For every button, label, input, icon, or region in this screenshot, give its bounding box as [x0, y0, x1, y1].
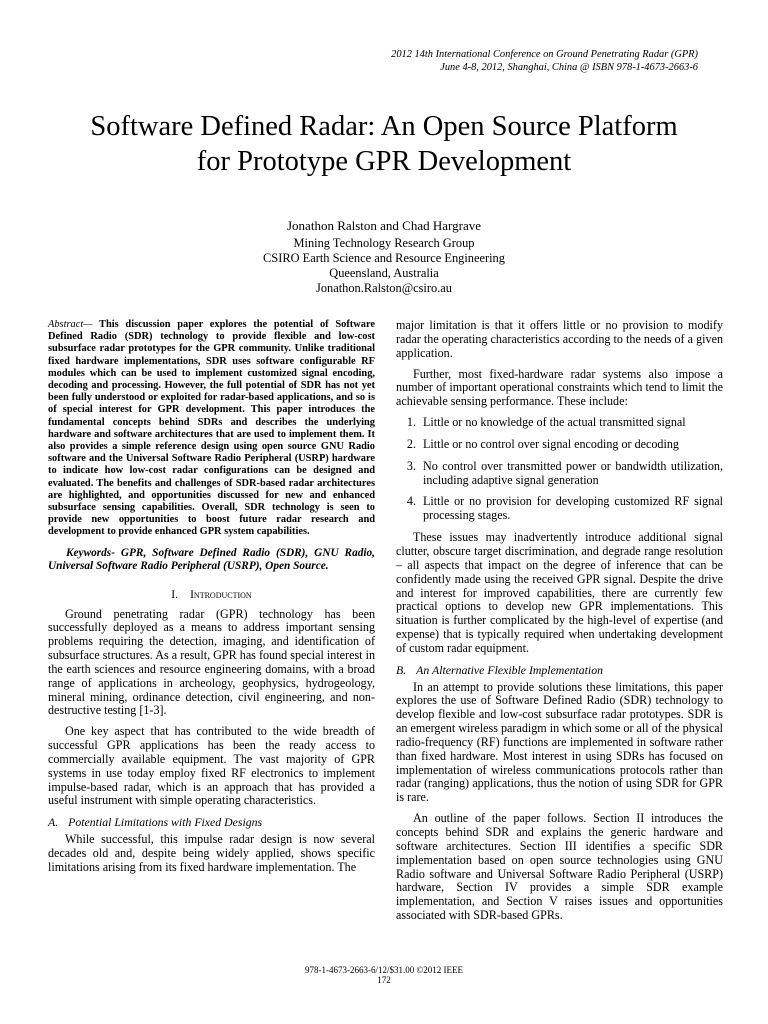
page-number: 172 [377, 975, 391, 985]
subsection-heading-b [396, 664, 723, 678]
right-column [396, 319, 723, 930]
affiliation-organization: CSIRO Earth Science and Resource Engineering [263, 251, 505, 265]
issues-paragraph: These issues may inadvertently introduce additional signal clutter, obscure target discrimination, and degrade range resolution – all aspects that impact on the degree of inference that can be confidently made using the received GPR signal. Despite the drive and interest for improved capabilities, there are currently few practical options to develop new GPR implementations. This situation is further complicated by the high-level of expertise (and expense) that is typically required when undertaking development of custom radar equipment. [396, 530, 723, 655]
author-names: Jonathon Ralston and Chad Hargrave [287, 218, 481, 233]
section-title: Introduction [190, 587, 252, 601]
list-item-number: 2. [406, 436, 416, 451]
subsection-label: B. [396, 662, 407, 677]
subsection-a-paragraph-1: While successful, this impulse radar design is now several decades old and, despite being widely applied, shows specific limitations arising from its fixed hardware implementation. The [48, 832, 375, 874]
left-column [48, 319, 375, 882]
subsection-heading-a [48, 816, 375, 830]
abstract-text: This discussion paper explores the potential of Software Defined Radio (SDR) technology to provide flexible and low-cost subsurface radar prototypes for the GPR community. Unlike traditional fixed hardware implementations, SDR uses software configurable RF modules which can be used to implement customized signal encoding, decoding and processing. However, the full potential of SDR has not yet been fully understood or exploited for radar-based applications, and so is of special interest for GPR development. This paper introduces the fundamental concepts behind SDRs and describes the underlying hardware and software architectures that are used to implement them. It also provides a simple reference design using open source GNU Radio software and the Universal Software Radio Peripheral (USRP) hardware to indicate how low-cost radar configurations can be designed and evaluated. The benefits and challenges of SDR-based radar architectures are highlighted, and opportunities discussed for new and enhanced subsurface sensing capabilities. Overall, SDR technology is seen to provide new opportunities to boost future radar research and development to provide enhanced GPR system capabilities. [48, 319, 375, 538]
continued-paragraph: major limitation is that it offers little or no provision to modify radar the operating characteristics according to the needs of a given application. [396, 318, 723, 360]
constraints-paragraph: Further, most fixed-hardware radar systems also impose a number of important operational constraints which tend to limit the achievable sensing performance. These include: [396, 366, 723, 409]
list-item-text: Little or no provision for developing customized RF signal processing stages. [423, 494, 723, 523]
subsection-title: Potential Limitations with Fixed Designs [68, 815, 263, 830]
copyright-notice: 978-1-4673-2663-6/12/$31.00 ©2012 IEEE [304, 965, 464, 975]
section-number: I. [171, 587, 179, 601]
list-item-number: 3. [406, 458, 416, 473]
conference-header [391, 48, 698, 74]
intro-paragraph-1: Ground penetrating radar (GPR) technology has been successfully deployed as a means to address important sensing problems requiring the detection, imaging, and identification of subsurface structures. As a result, GPR has found special interest in the earth sciences and resource engineering domains, with a broad range of applications in archeology, geophysics, hydrogeology, mineral mining, ordinance detection, civil engineering, and non-destructive testing [1-3]. [48, 606, 375, 718]
list-item [396, 495, 723, 523]
title-line-1: Software Defined Radar: An Open Source Platform [90, 111, 678, 142]
intro-paragraph-2: One key aspect that has contributed to the wide breadth of successful GPR applications has been the ready access to commercially available equipment. The vast majority of GPR systems in use today employ fixed RF electronics to implement impulse-based radar, which is an approach that has provided a useful instrument with simple operating characteristics. [48, 724, 375, 808]
abstract [48, 319, 375, 539]
list-item-text: Little or no control over signal encoding or decoding [423, 436, 679, 451]
affiliation-group: Mining Technology Research Group [293, 236, 475, 250]
conference-line-2: June 4-8, 2012, Shanghai, China @ ISBN 978-1-4673-2663-6 [440, 62, 698, 73]
page-footer [0, 965, 768, 985]
list-item [396, 460, 723, 488]
subsection-label: A. [48, 815, 59, 830]
author-email: Jonathon.Ralston@csiro.au [316, 281, 452, 295]
list-item-text: Little or no knowledge of the actual transmitted signal [423, 415, 686, 430]
title-line-2: for Prototype GPR Development [196, 146, 572, 177]
list-item [396, 438, 723, 452]
keywords: Keywords- GPR, Software Defined Radio (SDR), GNU Radio, Universal Software Radio Peripheral (USRP), Open Source. [48, 546, 375, 572]
list-item [396, 416, 723, 430]
author-block [0, 218, 768, 296]
subsection-b-paragraph-1: In an attempt to provide solutions these limitations, this paper explores the use of Software Defined Radio (SDR) technology to develop flexible and low-cost subsurface radar prototypes. SDR is an emergent wireless paradigm in which some or all of the physical radio-frequency (RF) functions are implemented in software rather than fixed hardware. Most interest in using SDRs has focused on implementation of wireless communications protocols rather than radar (ranging) applications, thus the notion of using SDR for GPR is rare. [396, 679, 723, 805]
paper-title [0, 109, 768, 179]
subsection-b-paragraph-2: An outline of the paper follows. Section II introduces the concepts behind SDR and explains the generic hardware and software architectures. Section III identifies a specific SDR implementation based on open source technologies using GNU Radio software and Universal Software Radio Peripheral (USRP) hardware, Section IV provides a simple SDR example implementation, and Section V raises issues and opportunities associated with SDR-based GPRs. [396, 811, 723, 923]
list-item-text: No control over transmitted power or bandwidth utilization, including adaptive signal generation [423, 458, 723, 487]
abstract-lead: Abstract— [48, 319, 93, 330]
list-item-number: 4. [406, 494, 416, 509]
subsection-title: An Alternative Flexible Implementation [416, 662, 603, 677]
affiliation-location: Queensland, Australia [329, 266, 439, 280]
conference-line-1: 2012 14th International Conference on Ground Penetrating Radar (GPR) [391, 49, 698, 60]
section-heading-introduction [48, 588, 375, 602]
list-item-number: 1. [406, 415, 416, 430]
limitations-list [396, 416, 723, 523]
